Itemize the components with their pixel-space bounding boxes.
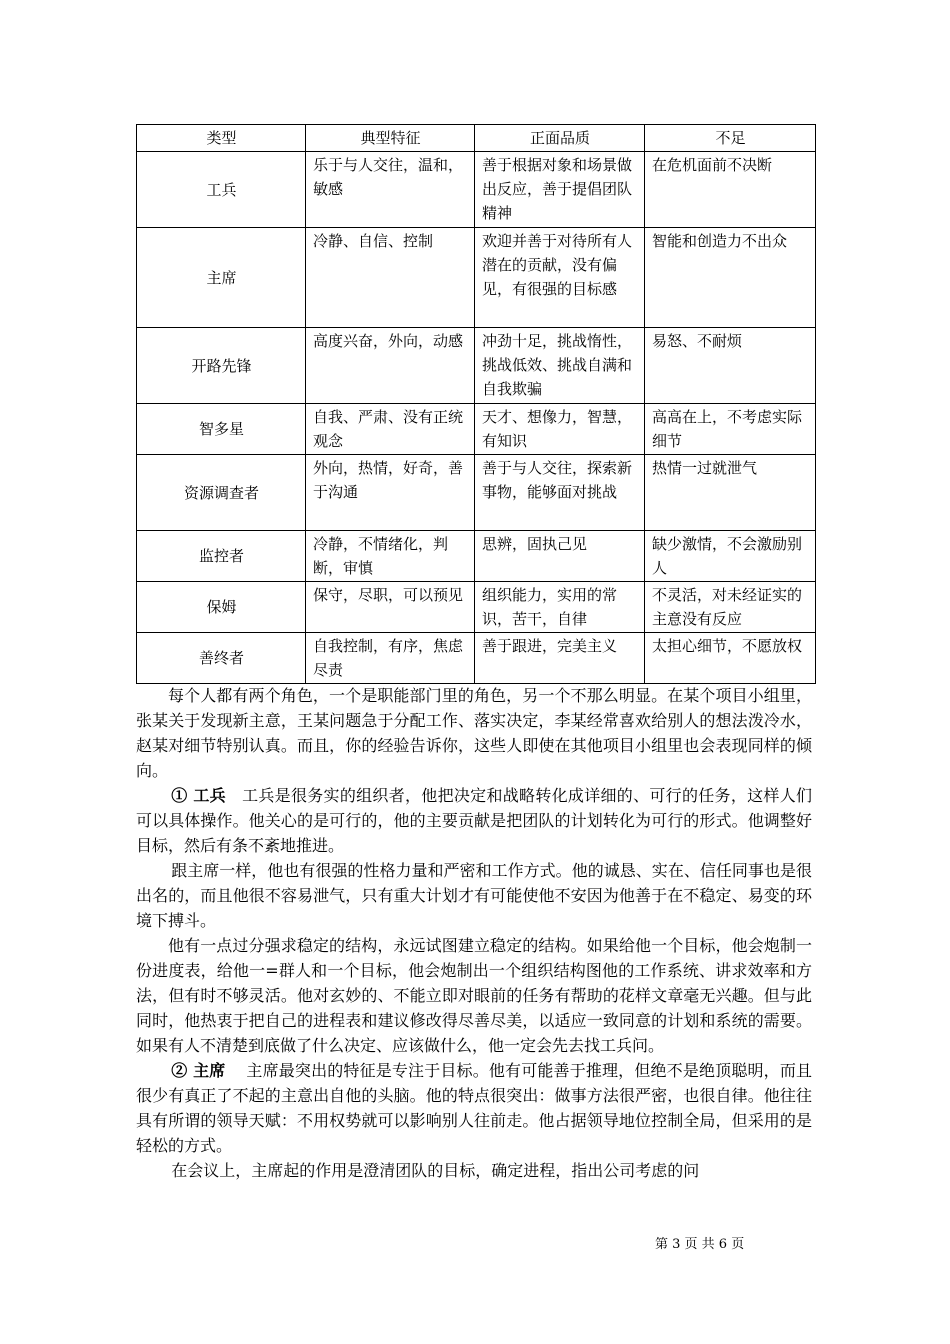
cell-type: 工兵 <box>137 152 306 228</box>
cell-strengths: 善于跟进，完美主义 <box>475 633 645 684</box>
cell-strengths: 思辨，固执己见 <box>475 531 645 582</box>
cell-strengths: 欢迎并善于对待所有人潜在的贡献，没有偏见，有很强的目标感 <box>475 228 645 328</box>
cell-type: 主席 <box>137 228 306 328</box>
table-row <box>137 531 816 582</box>
page-number: 第 3 页 共 6 页 <box>655 1237 745 1252</box>
header-weaknesses: 不足 <box>645 125 816 152</box>
cell-traits: 冷静、自信、控制 <box>306 228 475 328</box>
paragraph <box>136 783 812 858</box>
cell-weaknesses: 太担心细节，不愿放权 <box>645 633 816 684</box>
table-row <box>137 328 816 404</box>
cell-weaknesses: 易怒、不耐烦 <box>645 328 816 404</box>
body-text <box>136 683 812 1183</box>
cell-traits: 高度兴奋，外向，动感 <box>306 328 475 404</box>
cell-strengths: 善于与人交往，探索新事物，能够面对挑战 <box>475 455 645 531</box>
paragraph: 他有一点过分强求稳定的结构，永远试图建立稳定的结构。如果给他一个目标，他会炮制一份进度表，给他一=群人和一个目标，他会炮制出一个组织结构图他的工作系统、讲求效率和方法，但有时不够灵活。他对玄妙的、不能立即对眼前的任务有帮助的花样文章毫无兴趣。但与此同时，他热衷于把自己的进程表和建议修改得尽善尽美，以适应一致同意的计划和系统的需要。如果有人不清楚到底做了什么决定、应该做什么，他一定会先去找工兵问。 <box>136 936 812 1055</box>
table-row <box>137 228 816 328</box>
cell-type: 开路先锋 <box>137 328 306 404</box>
cell-weaknesses: 高高在上，不考虑实际细节 <box>645 404 816 455</box>
paragraph-text: 工兵是很务实的组织者，他把决定和战略转化成详细的、可行的任务，这样人们可以具体操作。他关心的是可行的，他的主要贡献是把团队的计划转化为可行的形式。他调整好目标，然后有条不紊地推进。 <box>136 786 812 855</box>
paragraph: 在会议上，主席起的作用是澄清团队的目标，确定进程，指出公司考虑的问 <box>171 1161 700 1180</box>
table-row <box>137 455 816 531</box>
cell-type: 善终者 <box>137 633 306 684</box>
cell-strengths: 善于根据对象和场景做出反应，善于提倡团队精神 <box>475 152 645 228</box>
paragraph <box>136 1058 812 1158</box>
roles-table <box>136 124 816 684</box>
cell-traits: 冷静，不情绪化，判断，审慎 <box>306 531 475 582</box>
cell-strengths: 组织能力，实用的常识，苦干，自律 <box>475 582 645 633</box>
cell-traits: 外向，热情，好奇，善于沟通 <box>306 455 475 531</box>
table-row <box>137 633 816 684</box>
table-row <box>137 404 816 455</box>
cell-weaknesses: 不灵活，对未经证实的主意没有反应 <box>645 582 816 633</box>
cell-traits: 保守，尽职，可以预见 <box>306 582 475 633</box>
cell-weaknesses: 缺少激情，不会激励别人 <box>645 531 816 582</box>
cell-traits: 乐于与人交往，温和，敏感 <box>306 152 475 228</box>
table-header-row <box>137 125 816 152</box>
cell-strengths: 天才、想像力，智慧，有知识 <box>475 404 645 455</box>
cell-weaknesses: 热情一过就泄气 <box>645 455 816 531</box>
cell-type: 智多星 <box>137 404 306 455</box>
cell-weaknesses: 在危机面前不决断 <box>645 152 816 228</box>
cell-type: 资源调查者 <box>137 455 306 531</box>
header-strengths: 正面品质 <box>475 125 645 152</box>
section-heading-chairman: ② 主席 <box>171 1061 226 1080</box>
table-row <box>137 582 816 633</box>
paragraph-text: 主席最突出的特征是专注于目标。他有可能善于推理，但绝不是绝顶聪明，而且很少有真正了不起的主意出自他的头脑。他的特点很突出：做事方法很严密，也很自律。他往往具有所谓的领导天赋：不用权势就可以影响别人往前走。他占据领导地位控制全局，但采用的是轻松的方式。 <box>136 1061 812 1155</box>
header-traits: 典型特征 <box>306 125 475 152</box>
cell-traits: 自我控制，有序，焦虑尽责 <box>306 633 475 684</box>
paragraph-intro: 每个人都有两个角色，一个是职能部门里的角色，另一个不那么明显。在某个项目小组里，张某关于发现新主意，王某问题急于分配工作、落实决定，李某经常喜欢给别人的想法泼冷水，赵某对细节特别认真。而且，你的经验告诉你，这些人即使在其他项目小组里也会表现同样的倾向。 <box>136 686 812 780</box>
cell-type: 监控者 <box>137 531 306 582</box>
cell-traits: 自我、严肃、没有正统观念 <box>306 404 475 455</box>
paragraph: 跟主席一样，他也有很强的性格力量和严密和工作方式。他的诚恳、实在、信任同事也是很出名的，而且他很不容易泄气，只有重大计划才有可能使他不安因为他善于在不稳定、易变的环境下搏斗。 <box>136 861 812 930</box>
cell-weaknesses: 智能和创造力不出众 <box>645 228 816 328</box>
table-row <box>137 152 816 228</box>
cell-type: 保姆 <box>137 582 306 633</box>
header-type: 类型 <box>137 125 306 152</box>
section-heading-engineer: ① 工兵 <box>171 786 226 805</box>
cell-strengths: 冲劲十足，挑战惰性，挑战低效、挑战自满和自我欺骗 <box>475 328 645 404</box>
